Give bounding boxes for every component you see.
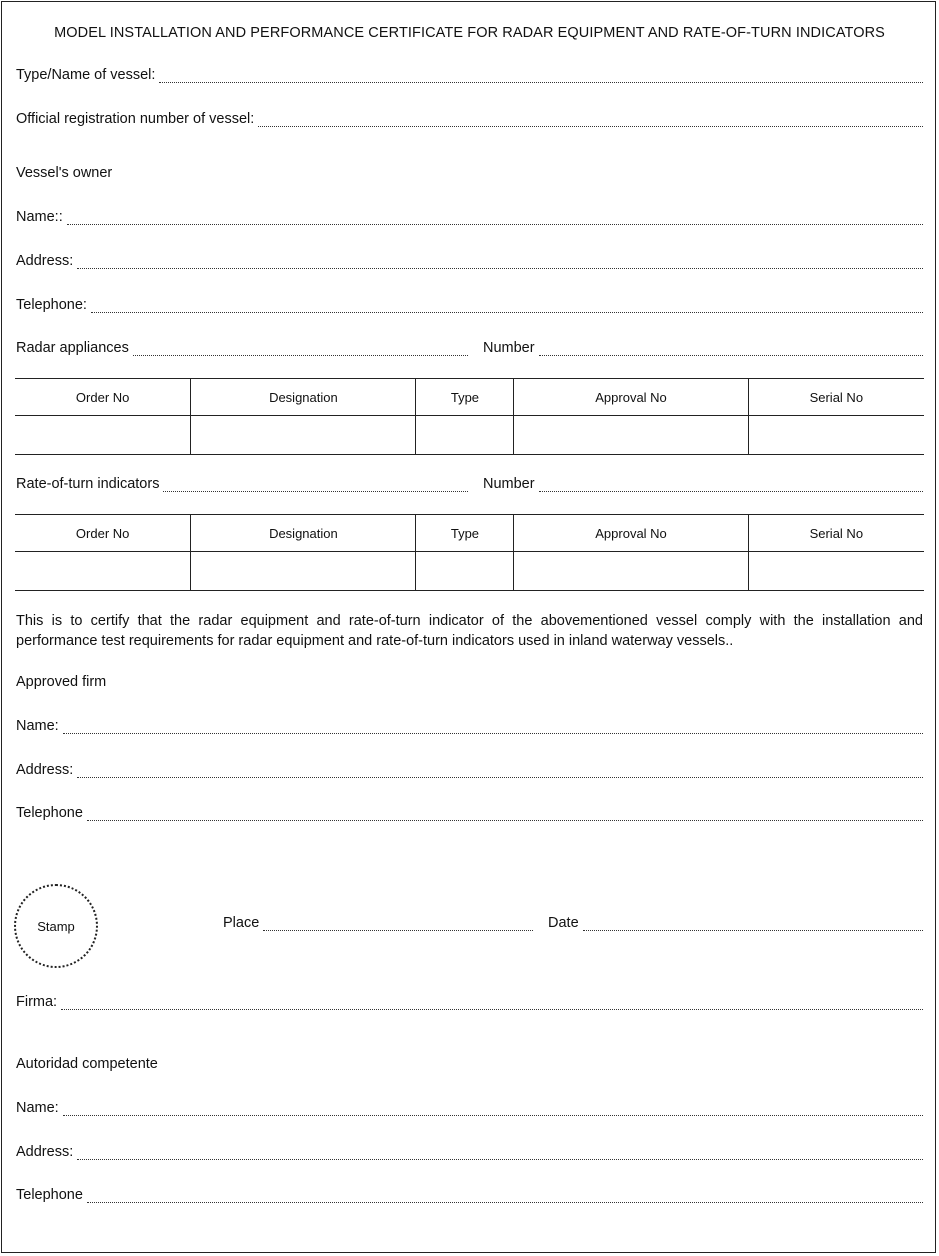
radar-equipment-table xyxy=(15,378,924,455)
table-cell[interactable] xyxy=(748,552,924,591)
signature-field[interactable] xyxy=(16,992,923,1010)
authority-address-label: Address: xyxy=(16,1144,74,1160)
column-header: Order No xyxy=(15,515,191,552)
firm-address-label: Address: xyxy=(16,762,74,778)
dotted-entry-line[interactable] xyxy=(583,917,923,931)
rot-number-field[interactable] xyxy=(483,474,923,492)
dotted-entry-line[interactable] xyxy=(87,1189,923,1203)
certification-statement: This is to certify that the radar equipment and rate-of-turn indicator of the abovementioned vessel comply with the installation and performance test requirements for radar equipment and rate-of-turn indicators used in inland waterway vessels.. xyxy=(16,613,923,649)
authority-address-field[interactable] xyxy=(16,1142,923,1160)
dotted-entry-line[interactable] xyxy=(77,1146,923,1160)
dotted-entry-line[interactable] xyxy=(61,996,923,1010)
authority-telephone-field[interactable] xyxy=(16,1185,923,1203)
column-header: Approval No xyxy=(514,515,748,552)
column-header: Serial No xyxy=(748,515,924,552)
approved-firm-heading: Approved firm xyxy=(16,674,107,690)
firm-telephone-label: Telephone xyxy=(16,805,83,821)
vessel-type-name-field[interactable] xyxy=(16,65,923,83)
dotted-entry-line[interactable] xyxy=(133,342,468,356)
dotted-entry-line[interactable] xyxy=(163,478,468,492)
date-field[interactable] xyxy=(548,913,923,931)
authority-name-label: Name: xyxy=(16,1100,59,1116)
rot-indicator-table xyxy=(15,514,924,591)
radar-appliances-field[interactable] xyxy=(16,338,468,356)
dotted-entry-line[interactable] xyxy=(63,720,923,734)
dotted-entry-line[interactable] xyxy=(77,255,923,269)
table-cell[interactable] xyxy=(191,416,416,455)
rot-number-label: Number xyxy=(483,476,535,492)
column-header: Type xyxy=(416,379,514,416)
column-header: Type xyxy=(416,515,514,552)
place-label: Place xyxy=(223,915,260,931)
owner-telephone-label: Telephone: xyxy=(16,297,87,313)
dotted-entry-line[interactable] xyxy=(77,764,923,778)
owner-name-field[interactable] xyxy=(16,207,923,225)
table-cell[interactable] xyxy=(15,552,191,591)
column-header: Approval No xyxy=(514,379,748,416)
vessel-registration-field[interactable] xyxy=(16,109,923,127)
vessel-type-name-label: Type/Name of vessel: xyxy=(16,67,156,83)
dotted-entry-line[interactable] xyxy=(263,917,533,931)
column-header: Designation xyxy=(191,379,416,416)
table-row xyxy=(15,416,924,455)
authority-telephone-label: Telephone xyxy=(16,1187,83,1203)
authority-name-field[interactable] xyxy=(16,1098,923,1116)
firm-telephone-field[interactable] xyxy=(16,803,923,821)
certificate-title: MODEL INSTALLATION AND PERFORMANCE CERTIFICATE FOR RADAR EQUIPMENT AND RATE-OF-TURN INDICATORS xyxy=(54,25,885,41)
firm-name-label: Name: xyxy=(16,718,59,734)
firm-address-field[interactable] xyxy=(16,760,923,778)
date-label: Date xyxy=(548,915,579,931)
table-header-row xyxy=(15,515,924,552)
rot-indicators-label: Rate-of-turn indicators xyxy=(16,476,160,492)
rot-indicators-field[interactable] xyxy=(16,474,468,492)
stamp-label: Stamp xyxy=(37,918,75,934)
column-header: Order No xyxy=(15,379,191,416)
dotted-entry-line[interactable] xyxy=(91,299,923,313)
dotted-entry-line[interactable] xyxy=(539,478,923,492)
vessel-registration-label: Official registration number of vessel: xyxy=(16,111,255,127)
table-header-row xyxy=(15,379,924,416)
dotted-entry-line[interactable] xyxy=(159,69,923,83)
authority-heading: Autoridad competente xyxy=(16,1056,158,1072)
owner-heading: Vessel's owner xyxy=(16,165,113,181)
table-cell[interactable] xyxy=(15,416,191,455)
dotted-entry-line[interactable] xyxy=(67,211,923,225)
dotted-entry-line[interactable] xyxy=(63,1102,923,1116)
dotted-entry-line[interactable] xyxy=(539,342,923,356)
table-row xyxy=(15,552,924,591)
owner-telephone-field[interactable] xyxy=(16,295,923,313)
table-cell[interactable] xyxy=(514,416,748,455)
signature-label: Firma: xyxy=(16,994,58,1010)
owner-name-label: Name:: xyxy=(16,209,63,225)
radar-appliances-label: Radar appliances xyxy=(16,340,129,356)
place-field[interactable] xyxy=(223,913,533,931)
radar-number-label: Number xyxy=(483,340,535,356)
owner-address-field[interactable] xyxy=(16,251,923,269)
column-header: Serial No xyxy=(748,379,924,416)
firm-name-field[interactable] xyxy=(16,716,923,734)
radar-number-field[interactable] xyxy=(483,338,923,356)
stamp-area xyxy=(14,884,98,968)
table-cell[interactable] xyxy=(748,416,924,455)
column-header: Designation xyxy=(191,515,416,552)
table-cell[interactable] xyxy=(191,552,416,591)
table-cell[interactable] xyxy=(514,552,748,591)
owner-address-label: Address: xyxy=(16,253,74,269)
dotted-entry-line[interactable] xyxy=(258,113,923,127)
dotted-entry-line[interactable] xyxy=(87,807,923,821)
table-cell[interactable] xyxy=(416,416,514,455)
table-cell[interactable] xyxy=(416,552,514,591)
